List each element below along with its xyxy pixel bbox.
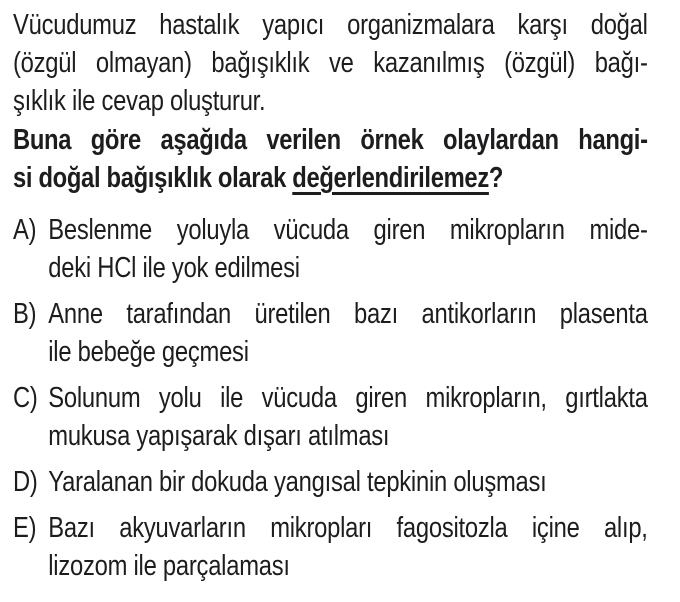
option-text <box>48 379 647 455</box>
option-letter: B) <box>13 298 37 330</box>
option-row-c <box>13 379 648 455</box>
option-line: Solunum yolu ile vücuda giren mikropların, gırtlakta <box>48 382 648 414</box>
option-line: deki HCl ile yok edilmesi <box>48 252 300 284</box>
option-line: Beslenme yoluyla vücuda giren mikropların mide- <box>48 214 648 246</box>
stem-line <box>13 159 648 197</box>
option-text <box>48 463 647 501</box>
stem-text: si doğal bağışıklık olarak <box>13 162 293 194</box>
option-letter: A) <box>13 214 37 246</box>
option-line: Bazı akyuvarların mikropları fagositozla içine alıp, <box>48 512 648 544</box>
intro-line: (özgül olmayan) bağışıklık ve kazanılmış (özgül) bağı- <box>13 47 648 79</box>
option-text <box>48 295 647 371</box>
question-stem <box>13 121 648 197</box>
option-line: mukusa yapışarak dışarı atılması <box>48 420 390 452</box>
intro-line: Vücudumuz hastalık yapıcı organizmalara karşı doğal <box>13 9 648 41</box>
option-line: ile bebeğe geçmesi <box>48 336 249 368</box>
stem-line: Buna göre aşağıda verilen örnek olaylardan hangi- <box>13 124 648 156</box>
option-line: Anne tarafından üretilen bazı antikorların plasenta <box>48 298 648 330</box>
intro-line: şıklık ile cevap oluşturur. <box>13 85 266 117</box>
option-text <box>48 509 647 585</box>
stem-question-mark: ? <box>488 162 504 194</box>
option-row-e <box>13 509 648 585</box>
option-line: lizozom ile parçalaması <box>48 550 290 582</box>
option-row-d <box>13 463 648 501</box>
question-card <box>13 6 648 585</box>
options-list <box>13 211 648 585</box>
option-row-a <box>13 211 648 287</box>
underlined-term: değerlendirilemez <box>292 162 489 194</box>
option-row-b <box>13 295 648 371</box>
option-letter: E) <box>13 512 37 544</box>
option-text <box>48 211 647 287</box>
option-letter: C) <box>13 382 38 414</box>
option-letter: D) <box>13 466 38 498</box>
intro-paragraph <box>13 6 648 120</box>
option-line: Yaralanan bir dokuda yangısal tepkinin oluşması <box>48 466 547 498</box>
